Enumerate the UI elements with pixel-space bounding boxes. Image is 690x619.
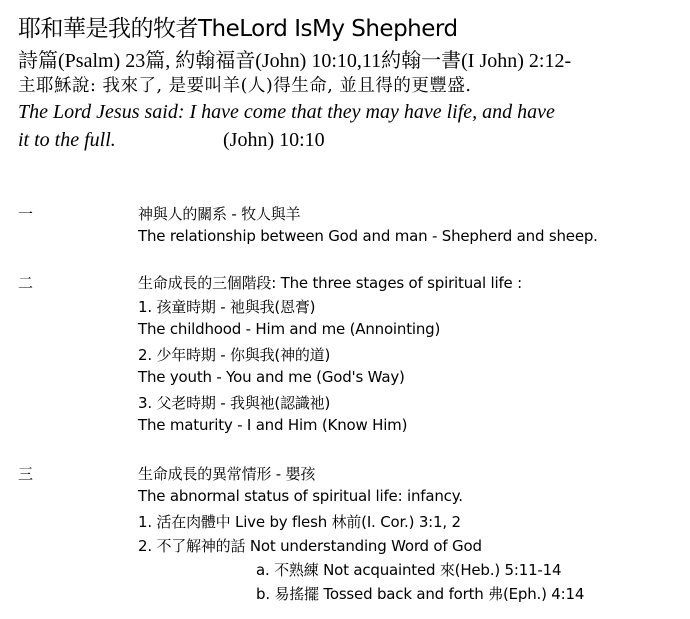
section-2-line-4: 2. 少年時期 - 你與我(神的道) bbox=[138, 346, 331, 364]
section-3-line-1: 生命成長的異常情形 - 嬰孩 bbox=[138, 465, 316, 483]
section-3-line-2: The abnormal status of spiritual life: infancy. bbox=[138, 487, 463, 505]
section-3-subitem-a: a. 不熟練 Not acquainted 來(Heb.) 5:11-14 bbox=[256, 561, 562, 579]
page-title: 耶和華是我的牧者TheLord IsMy Shepherd bbox=[18, 16, 458, 42]
section-3-subitem-b: b. 易搖擺 Tossed back and forth 弗(Eph.) 4:14 bbox=[256, 585, 585, 603]
section-1-line-1: 神與人的關系 - 牧人與羊 bbox=[138, 205, 301, 223]
section-3-line-4: 2. 不了解神的話 Not understanding Word of God bbox=[138, 537, 482, 555]
section-2-line-6: 3. 父老時期 - 我與祂(認識祂) bbox=[138, 394, 331, 412]
quote-english-reference: (John) 10:10 bbox=[223, 129, 325, 151]
section-2-line-3: The childhood - Him and me (Annointing) bbox=[138, 320, 441, 338]
quote-english-line-2 bbox=[18, 129, 325, 152]
section-numeral-3: 三 bbox=[18, 465, 34, 483]
quote-english-line-1: The Lord Jesus said: I have come that they may have life, and have bbox=[18, 101, 555, 123]
section-numeral-2: 二 bbox=[18, 274, 34, 292]
section-2-line-1: 生命成長的三個階段: The three stages of spiritual life : bbox=[138, 274, 523, 292]
quote-english-continuation: it to the full. bbox=[18, 129, 116, 151]
section-3-line-3: 1. 活在肉體中 Live by flesh 林前(I. Cor.) 3:1, 2 bbox=[138, 513, 461, 531]
scripture-references: 詩篇(Psalm) 23篇, 約翰福音(John) 10:10,11約翰一書(I John) 2:12- bbox=[18, 50, 572, 72]
section-1-line-2: The relationship between God and man - Shepherd and sheep. bbox=[138, 227, 598, 245]
section-2-line-2: 1. 孩童時期 - 祂與我(恩膏) bbox=[138, 298, 316, 316]
section-numeral-1: 一 bbox=[18, 205, 34, 223]
section-2-line-5: The youth - You and me (God's Way) bbox=[138, 368, 405, 386]
section-2-line-7: The maturity - I and Him (Know Him) bbox=[138, 416, 408, 434]
quote-chinese: 主耶穌說: 我來了, 是要叫羊(人)得生命, 並且得的更豐盛. bbox=[18, 76, 472, 96]
